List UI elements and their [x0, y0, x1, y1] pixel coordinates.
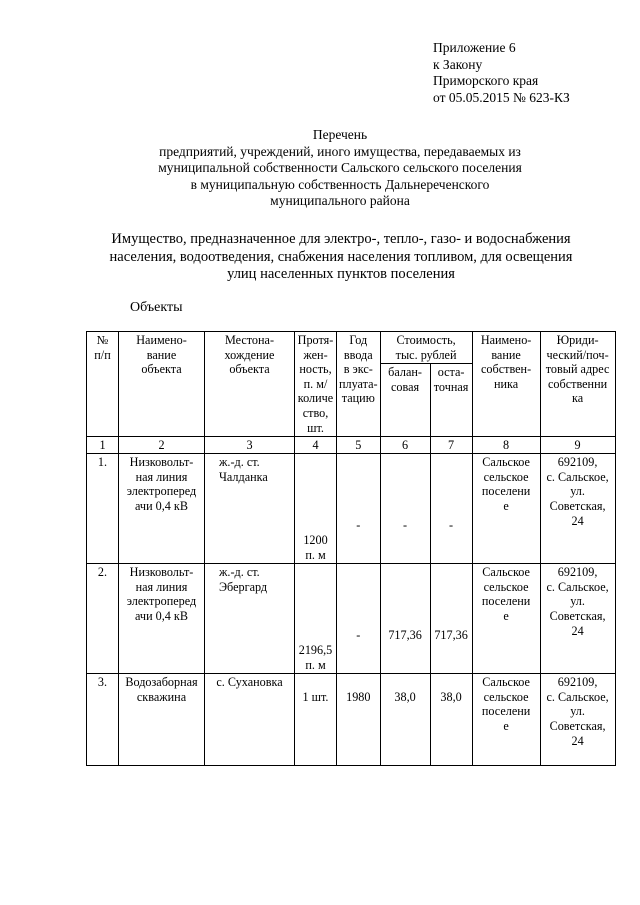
- cell-residual: -: [430, 454, 472, 564]
- header-name: Наимено- вание объекта: [119, 332, 205, 437]
- appendix-line: Приложение 6: [433, 40, 516, 55]
- cell-balance: 717,36: [380, 564, 430, 674]
- column-number: 8: [472, 437, 540, 454]
- cell-num: 3.: [87, 674, 119, 766]
- cell-year: 1980: [337, 674, 381, 766]
- cell-owner: Сальское сельское поселени е: [472, 564, 540, 674]
- cell-owner: Сальское сельское поселени е: [472, 454, 540, 564]
- appendix-block: [433, 40, 570, 106]
- title-line: в муниципальную собственность Дальнереченского: [190, 176, 490, 192]
- subtitle-line: улиц населенных пунктов поселения: [227, 266, 455, 282]
- header-owner: Наимено- вание собствен- ника: [472, 332, 540, 437]
- header-length: Протя- жен- ность, п. м/ количе ство, шт.: [295, 332, 337, 437]
- header-year: Год ввода в экс- плуата- тацию: [337, 332, 381, 437]
- header-cost: Стоимость, тыс. рублей: [380, 332, 472, 364]
- column-number: 3: [205, 437, 295, 454]
- column-number: 2: [119, 437, 205, 454]
- cell-owner: Сальское сельское поселени е: [472, 674, 540, 766]
- cell-year: -: [337, 454, 381, 564]
- cell-name: Низковольт- ная линия электроперед ачи 0,4 кВ: [119, 564, 205, 674]
- cell-location: ж.-д. ст. Чалданка: [205, 454, 295, 564]
- column-number-row: [87, 437, 616, 454]
- column-number: 7: [430, 437, 472, 454]
- cell-length: 2196,5 п. м: [295, 564, 337, 674]
- cell-year: -: [337, 564, 381, 674]
- cell-name: Водозаборная скважина: [119, 674, 205, 766]
- cell-balance: -: [380, 454, 430, 564]
- header-address: Юриди- ческий/поч- товый адрес собственни ка: [540, 332, 615, 437]
- title-line: Перечень: [312, 127, 368, 142]
- cell-address: 692109, с. Сальское, ул. Советская, 24: [540, 674, 615, 766]
- cell-name: Низковольт- ная линия электроперед ачи 0,4 кВ: [119, 454, 205, 564]
- cell-num: 1.: [87, 454, 119, 564]
- cell-location: ж.-д. ст. Эбергард: [205, 564, 295, 674]
- subtitle-line: населения, водоотведения, снабжения населения топливом, для освещения: [109, 248, 573, 265]
- title-line: муниципальной собственности Сальского сельского поселения: [158, 160, 522, 175]
- column-number: 9: [540, 437, 615, 454]
- table-row: [87, 674, 616, 766]
- header-row: [87, 332, 616, 364]
- cell-balance: 38,0: [380, 674, 430, 766]
- column-number: 1: [87, 437, 119, 454]
- header-num: № п/п: [87, 332, 119, 437]
- cell-num: 2.: [87, 564, 119, 674]
- document-subtitle: [72, 231, 610, 284]
- header-balance: балан- совая: [380, 364, 430, 437]
- title-line: муниципального района: [270, 193, 410, 208]
- column-number: 4: [295, 437, 337, 454]
- title-line: предприятий, учреждений, иного имущества, передаваемых из: [159, 143, 521, 159]
- subtitle-line: Имущество, предназначенное для электро-, тепло-, газо- и водоснабжения: [111, 231, 571, 247]
- table-row: [87, 564, 616, 674]
- column-number: 6: [380, 437, 430, 454]
- cell-address: 692109, с. Сальское, ул. Советская, 24: [540, 564, 615, 674]
- appendix-line: от 05.05.2015 № 623-КЗ: [433, 89, 570, 105]
- section-label: Объекты: [130, 300, 183, 315]
- cell-length: 1 шт.: [295, 674, 337, 766]
- appendix-line: к Закону: [433, 56, 483, 72]
- header-residual: оста- точная: [430, 364, 472, 437]
- table-row: [87, 454, 616, 564]
- cell-length: 1200 п. м: [295, 454, 337, 564]
- cell-residual: 717,36: [430, 564, 472, 674]
- appendix-line: Приморского края: [433, 73, 539, 88]
- cell-address: 692109, с. Сальское, ул. Советская, 24: [540, 454, 615, 564]
- objects-table: [86, 331, 616, 766]
- column-number: 5: [337, 437, 381, 454]
- cell-location: с. Сухановка: [205, 674, 295, 766]
- header-location: Местона- хождение объекта: [205, 332, 295, 437]
- document-title: [60, 127, 620, 210]
- cell-residual: 38,0: [430, 674, 472, 766]
